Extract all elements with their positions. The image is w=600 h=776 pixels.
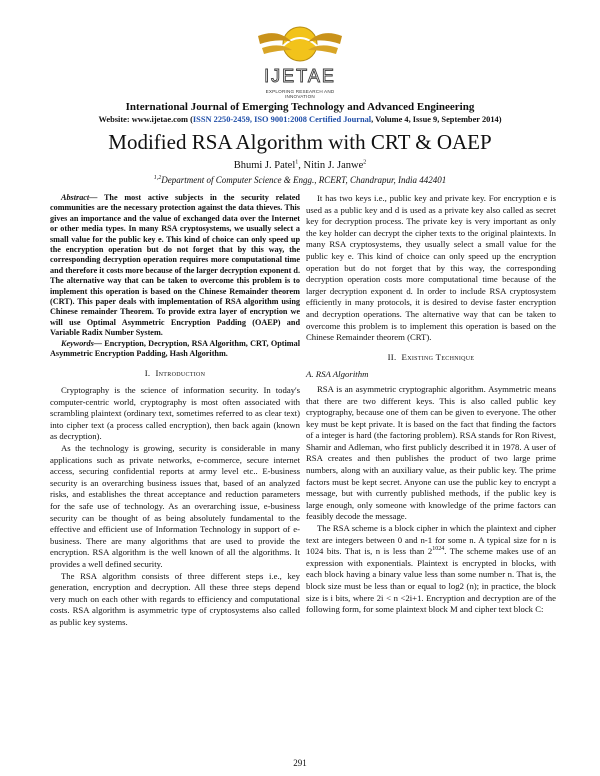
body-paragraph: Cryptography is the science of information security. In today's computer-centric world, cryptography is most often associated with scrambling plaintext (ordinary text, sometimes referred to as clear text) into cipher text (a process called encryption), then back again (known as decryption). — [50, 385, 300, 442]
body-paragraph: The RSA algorithm consists of three different steps i.e., key generation, encryption and decryption. All these three steps depend very much on each other with regards to efficiency and computational costs. RSA algorithm is asymmetric type of cryptosystems also called as public key systems. — [50, 570, 300, 627]
abstract-text: The most active subjects in the security related communities are the necessary protection against the data thieves. This gives an importance and the value of exchanged data over the Internet or other media types. In many RSA cryptosystems, we usually select a small value for the public key e. This kind of choice can only speed up the encryption operation but do not forget that by this way, the corresponding decryption operation requires more computational time and therefore it costs more because of the larger decryption exponent d. The alternative way that can be taken to overcome this problem is to implement this operation is based on the Chinese Remainder theorem (CRT). This paper deals with implementation of RSA algorithm using Chinese remainder Theorem. To provide extra layer of encryption we will use Optimal Asymmetric Encryption Padding (OAEP) and Variable Radix Number System. — [50, 193, 300, 338]
paper-title: Modified RSA Algorithm with CRT & OAEP — [108, 130, 492, 154]
body-paragraph: RSA is an asymmetric cryptographic algorithm. Asymmetric means that there are two different keys. This is also called public key cryptography, because one of them can be given to everyone. The other key must be kept private. It is based on the fact that finding the factors of a integer is hard (the factoring problem). RSA stands for Ron Rivest, Shamir and Adleman, who first publicly described it in 1978. A user of RSA creates and then publishes the product of two large prime numbers, along with an auxiliary value, as their public key. The prime factors must be kept secret. Anyone can use the public key to encrypt a message, but with currently published methods, if the public key is large enough, only someone with knowledge of the prime factors can feasibly decode the message. — [306, 383, 556, 522]
page-number: 291 — [293, 758, 307, 768]
body-paragraph: The RSA scheme is a block cipher in which the plaintext and cipher text are integers between 0 and n-1 for some n. A typical size for n is 1024 bits. That is, n is less than $2^{1024}$. The scheme makes use of an expression with exponentials. Plaintext is encrypted in blocks, with each block having a binary value less than some number n. That is, the block size must be less than or equal to log2 (n); in practice, the block size is i bits, where 2i < n <2i+1. Encryption and decryption are of the following form, for some plaintext block M and cipher text block C: — [306, 523, 556, 615]
section-heading-existing-technique: II. Existing Technique — [387, 351, 475, 362]
author-separator: , Nitin J. Janwe — [298, 160, 364, 171]
left-column — [50, 193, 300, 629]
keywords-text: Encryption, Decryption, RSA Algorithm, CRT, Optimal Asymmetric Encryption Padding, Hash Algorithm. — [50, 338, 300, 359]
keywords — [50, 339, 300, 360]
issn-link[interactable]: ISSN 2250-2459, ISO 9001:2008 Certified Journal — [192, 115, 372, 124]
ijetae-logo-icon — [252, 10, 348, 90]
journal-website-line — [0, 115, 600, 124]
website-suffix: , Volume 4, Issue 9, September 2014) — [371, 115, 502, 124]
right-column — [306, 193, 556, 616]
keywords-label: Keywords— — [61, 338, 102, 348]
website-prefix: Website: www.ijetae.com ( — [98, 115, 193, 124]
body-paragraph: It has two keys i.e., public key and private key. For encryption e is used as a public key and d is used as a private key also called as secret key for decryption process. The private key is very important as only the key holder can decrypt the cipher texts to the original plaintexts. In many RSA cryptosystems, they usually select a small value for the public key e. This kind of choice can only speed up the encryption operation but do not forget that by this way, the corresponding decryption operation costs more computational time because of the larger decryption exponent d. In order to include RSA cryptosystem efficiently in many protocols, it is desired to devise faster encryption and decryption operations. The alternative way that can be taken to overcome this problem is to implement this operation is based on the Chinese Remainder theorem (CRT). — [306, 193, 556, 343]
abstract-label: Abstract— — [61, 193, 98, 202]
authors-line: Bhumi J. Patel$^1$, Nitin J. Janwe$^2$ — [233, 159, 367, 171]
subsection-heading-rsa: A. RSA Algorithm — [306, 369, 369, 380]
journal-logo — [252, 10, 348, 99]
author-1: Bhumi J. Patel — [233, 160, 296, 171]
affiliation: $^{1,2}$Department of Computer Science & Engg., RCERT, Chandrapur, India 442401 — [153, 175, 447, 185]
section-heading-introduction: I. Introduction — [144, 367, 206, 378]
logo-wordmark: IJETAE — [264, 66, 336, 86]
abstract — [50, 193, 300, 339]
body-paragraph: As the technology is growing, security is considerable in many applications such as private networks, e-commerce, secure internet access, securing confidential reports at army level etc.. E-business security is an overarching business issues that, based of an analyzed risks, and establishes the threat acceptance and reduction parameters for the safe use of technology. As an overarching issue, e-business security can be thought of as being absolutely fundamental to the effective and efficient use of Information Technology in support of e-business. There are many algorithms that are used to provide the encryption. RSA algorithm is the well known of all the algorithms. It provides a well defined security. — [50, 443, 300, 569]
journal-name: International Journal of Emerging Technology and Advanced Engineering — [125, 101, 475, 113]
logo-tagline: EXPLORING RESEARCH AND INNOVATION — [265, 89, 335, 99]
